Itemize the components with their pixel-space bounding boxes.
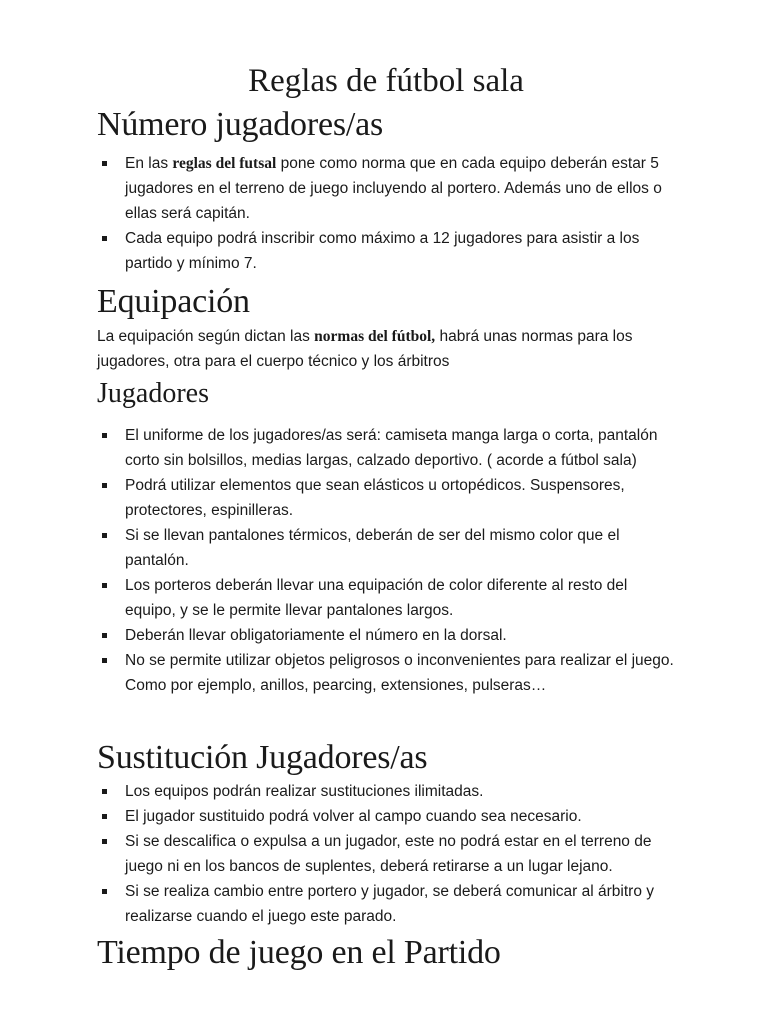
list-item xyxy=(97,879,675,929)
bullet-icon xyxy=(102,483,107,488)
normas-futbol-bold-text: normas del fútbol, xyxy=(314,328,436,345)
bullet-icon xyxy=(102,583,107,588)
bullet-icon xyxy=(102,814,107,819)
list-item-text-pre: En las xyxy=(125,155,173,172)
list-item-text: Deberán llevar obligatoriamente el número en la dorsal. xyxy=(125,627,507,644)
list-item-text: Podrá utilizar elementos que sean elásticos u ortopédicos. Suspensores, protectores, espinilleras. xyxy=(125,477,625,519)
bullet-icon xyxy=(102,658,107,663)
list-item xyxy=(97,779,675,804)
subheading-jugadores: Jugadores xyxy=(97,378,209,409)
list-item-text: Los equipos podrán realizar sustituciones ilimitadas. xyxy=(125,783,484,800)
list-item xyxy=(97,648,675,698)
list-item-text: Cada equipo podrá inscribir como máximo a 12 jugadores para asistir a los partido y mínimo 7. xyxy=(125,230,640,272)
document-title: Reglas de fútbol sala xyxy=(248,63,524,99)
numero-jugadores-list xyxy=(97,151,675,276)
list-item-text: Los porteros deberán llevar una equipación de color diferente al resto del equipo, y se le permite llevar pantalones largos. xyxy=(125,577,628,619)
bullet-icon xyxy=(102,433,107,438)
list-item xyxy=(97,804,675,829)
bullet-icon xyxy=(102,161,107,166)
document-page xyxy=(97,62,675,973)
list-item xyxy=(97,423,675,473)
intro-text-post: habrá unas normas para los jugadores, otra para el cuerpo técnico y los árbitros xyxy=(97,328,633,370)
list-item xyxy=(97,473,675,523)
bullet-icon xyxy=(102,633,107,638)
bullet-icon xyxy=(102,789,107,794)
list-item-text: Si se realiza cambio entre portero y jugador, se deberá comunicar al árbitro y realizarse cuando el juego este parado. xyxy=(125,883,654,925)
list-item-text: Si se llevan pantalones térmicos, deberán de ser del mismo color que el pantalón. xyxy=(125,527,620,569)
section-heading-equipacion: Equipación xyxy=(97,283,250,320)
list-item xyxy=(97,151,675,226)
reglas-futsal-bold-text: reglas del futsal xyxy=(172,155,277,172)
bullet-icon xyxy=(102,236,107,241)
list-item xyxy=(97,573,675,623)
list-item-text: No se permite utilizar objetos peligrosos o inconvenientes para realizar el juego. Como por ejemplo, anillos, pearcing, extensiones, pulseras… xyxy=(125,652,674,694)
section-heading-numero-jugadores: Número jugadores/as xyxy=(97,106,384,143)
jugadores-list xyxy=(97,423,675,698)
list-item xyxy=(97,623,675,648)
sustitucion-list xyxy=(97,779,675,929)
list-item-text: El uniforme de los jugadores/as será: camiseta manga larga o corta, pantalón corto sin bolsillos, medias largas, calzado deportivo. ( acorde a fútbol sala) xyxy=(125,427,658,469)
section-heading-sustitucion: Sustitución Jugadores/as xyxy=(97,739,428,776)
section-heading-tiempo-de-juego: Tiempo de juego en el Partido xyxy=(97,934,501,971)
list-item-text: Si se descalifica o expulsa a un jugador, este no podrá estar en el terreno de juego ni en los bancos de suplentes, deberá retirarse a un lugar lejano. xyxy=(125,833,652,875)
bullet-icon xyxy=(102,839,107,844)
intro-text-pre: La equipación según dictan las xyxy=(97,328,315,345)
bullet-icon xyxy=(102,533,107,538)
bullet-icon xyxy=(102,889,107,894)
list-item-text: El jugador sustituido podrá volver al campo cuando sea necesario. xyxy=(125,808,582,825)
list-item xyxy=(97,829,675,879)
equipacion-intro-paragraph xyxy=(97,324,675,374)
list-item xyxy=(97,523,675,573)
list-item-text-post: pone como norma que en cada equipo deberán estar 5 jugadores en el terreno de juego incluyendo al portero. Además uno de ellos o ellas será capitán. xyxy=(125,155,662,222)
list-item xyxy=(97,226,675,276)
